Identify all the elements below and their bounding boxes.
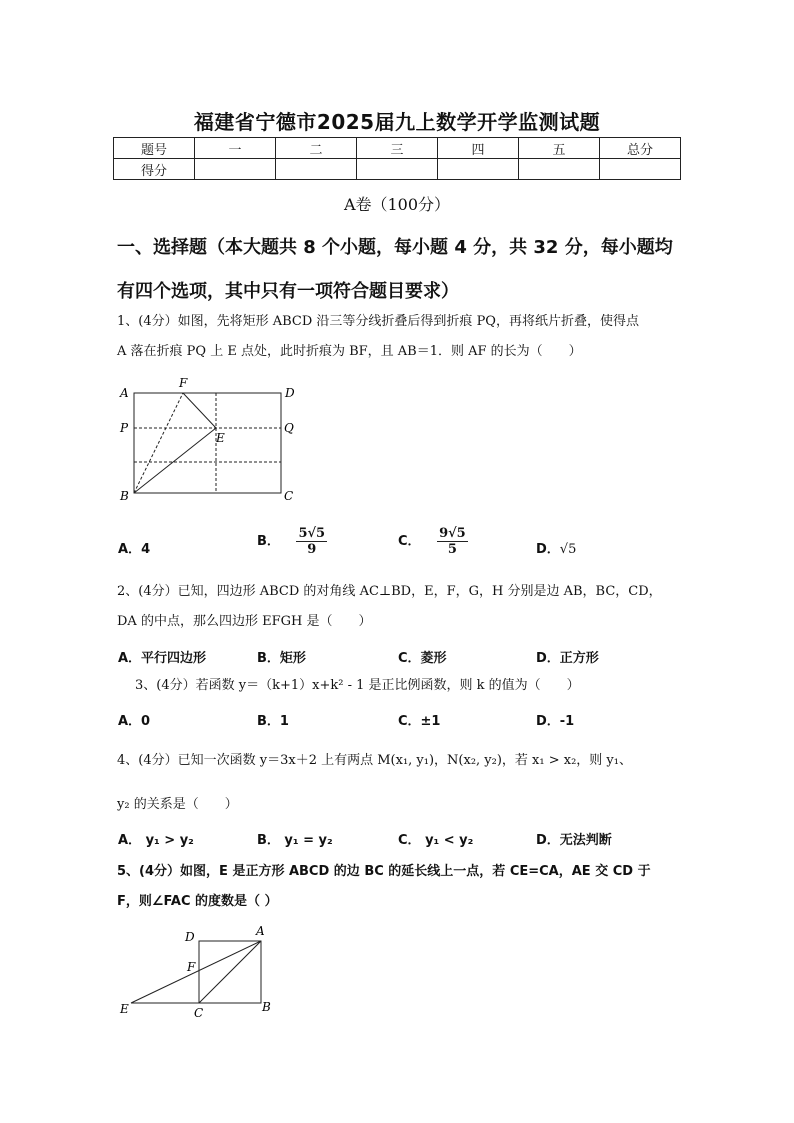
option-text: √5	[559, 542, 577, 557]
option-text: 4	[141, 542, 151, 557]
question-text: 1、(4分）如图，先将矩形 ABCD 沿三等分线折叠后得到折痕 PQ，再将纸片折叠，使得点	[117, 314, 639, 329]
score-cell	[357, 159, 438, 180]
score-cell: 得分	[114, 159, 195, 180]
question-text: 2、(4分）已知，四边形 ABCD 的对角线 AC⊥BD，E，F，G，H 分别是边 AB，BC，CD，	[117, 584, 662, 599]
q3-option-d[interactable]: D．-1	[536, 714, 575, 729]
q1-option-d[interactable]	[536, 538, 576, 557]
label-c: C	[194, 1006, 204, 1020]
question-3	[135, 671, 695, 701]
question-4	[117, 739, 697, 827]
q4-option-b[interactable]: B． y₁ = y₂	[257, 833, 333, 848]
q1-option-a[interactable]	[118, 538, 150, 557]
question-text: 5、(4分）如图，E 是正方形 ABCD 的边 BC 的延长线上一点，若 CE=CA，AE 交 CD 于	[117, 864, 651, 879]
question-1	[117, 307, 692, 367]
score-cell	[195, 159, 276, 180]
diagonal-ca	[199, 941, 261, 1003]
label-d: D	[185, 930, 195, 944]
q4-option-a[interactable]: A． y₁ > y₂	[118, 833, 194, 848]
label-b: B	[120, 489, 129, 503]
option-key: B．	[257, 534, 280, 549]
q3-option-b[interactable]: B．1	[257, 714, 289, 729]
label-f: F	[187, 960, 196, 974]
q4-option-d[interactable]: D．无法判断	[536, 833, 612, 848]
numerator: 5√5	[298, 526, 326, 541]
q2-option-a[interactable]: A．平行四边形	[118, 651, 207, 666]
score-table	[113, 137, 681, 180]
q5-figure	[115, 920, 285, 1020]
label-a: A	[256, 924, 265, 938]
segment-ea	[131, 941, 261, 1003]
segment-fe	[183, 393, 216, 428]
score-table-score-row	[114, 159, 681, 180]
q1-figure	[115, 372, 310, 507]
section-heading-line: 有四个选项，其中只有一项符合题目要求）	[117, 281, 459, 302]
score-cell	[600, 159, 681, 180]
label-p: P	[120, 421, 129, 435]
q3-option-c[interactable]: C．±1	[398, 714, 441, 729]
exam-title: 福建省宁德市2025届九上数学开学监测试题	[193, 110, 601, 134]
denominator: 5	[447, 542, 457, 557]
question-text: A 落在折痕 PQ 上 E 点处，此时折痕为 BF，且 AB＝1．则 AF 的长为（ ）	[117, 344, 582, 359]
segment-be	[134, 428, 216, 493]
label-c: C	[284, 489, 294, 503]
label-f: F	[179, 376, 188, 390]
option-key: C．	[398, 534, 421, 549]
question-2	[117, 577, 692, 637]
score-cell: 三	[357, 138, 438, 159]
q4-option-c[interactable]: C． y₁ < y₂	[398, 833, 474, 848]
section-heading-line: 一、选择题（本大题共 8 个小题，每小题 4 分，共 32 分，每小题均	[117, 237, 673, 258]
fraction	[437, 526, 468, 557]
q1-option-b[interactable]	[257, 526, 327, 557]
score-table-header-row	[114, 138, 681, 159]
label-q: Q	[284, 421, 294, 435]
score-cell: 一	[195, 138, 276, 159]
question-text: y₂ 的关系是（ ）	[117, 797, 238, 812]
label-e: E	[120, 1002, 129, 1016]
fraction	[296, 526, 327, 557]
score-cell	[438, 159, 519, 180]
q2-option-b[interactable]: B．矩形	[257, 651, 306, 666]
score-cell: 四	[438, 138, 519, 159]
q3-option-a[interactable]: A．0	[118, 714, 151, 729]
q2-option-c[interactable]: C．菱形	[398, 651, 447, 666]
score-cell: 题号	[114, 138, 195, 159]
score-cell: 二	[276, 138, 357, 159]
question-text: F，则∠FAC 的度数是（ ）	[117, 894, 278, 909]
label-e: E	[216, 431, 225, 445]
option-key: A．	[118, 542, 142, 557]
score-cell	[276, 159, 357, 180]
score-cell: 五	[519, 138, 600, 159]
rect-abcd	[134, 393, 281, 493]
question-text: 4、(4分）已知一次函数 y＝3x＋2 上有两点 M(x₁, y₁)，N(x₂, y₂)，若 x₁ > x₂，则 y₁、	[117, 753, 632, 768]
question-text: 3、(4分）若函数 y＝（k+1）x+k² - 1 是正比例函数，则 k 的值为（ ）	[135, 678, 580, 693]
option-key: D．	[536, 542, 560, 557]
label-b: B	[262, 1000, 271, 1014]
score-cell	[519, 159, 600, 180]
volume-heading: A卷（100分）	[343, 195, 451, 214]
section-heading	[117, 226, 689, 314]
label-d: D	[285, 386, 295, 400]
question-text: DA 的中点，那么四边形 EFGH 是（ ）	[117, 614, 372, 629]
label-a: A	[120, 386, 129, 400]
crease-bf	[134, 393, 183, 493]
question-5	[117, 857, 692, 917]
score-cell: 总分	[600, 138, 681, 159]
numerator: 9√5	[439, 526, 466, 541]
q1-option-c[interactable]	[398, 526, 468, 557]
q2-option-d[interactable]: D．正方形	[536, 651, 599, 666]
denominator: 9	[307, 542, 317, 557]
